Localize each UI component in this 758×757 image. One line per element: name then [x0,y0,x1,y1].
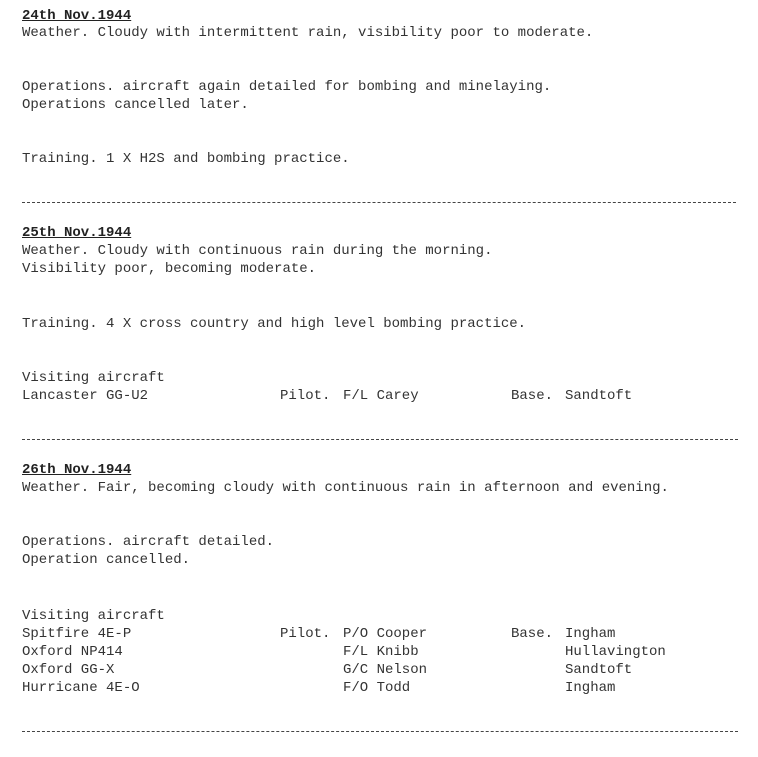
visiting-heading: Visiting aircraft [22,608,165,624]
dashed-divider [22,202,736,203]
visiting-base: Ingham [565,626,616,642]
weather-line: Weather. Fair, becoming cloudy with continuous rain in afternoon and evening. [22,480,669,496]
weather-line: Weather. Cloudy with continuous rain during the morning. [22,243,493,259]
entry-date: 25th Nov.1944 [22,225,132,241]
training-line: Training. 4 X cross country and high level bombing practice. [22,316,527,332]
training-line: Training. 1 X H2S and bombing practice. [22,151,350,167]
visiting-aircraft: Hurricane 4E-O [22,680,140,696]
weather-line: Visibility poor, becoming moderate. [22,261,317,277]
weather-line: Weather. Cloudy with intermittent rain, visibility poor to moderate. [22,25,594,41]
visiting-aircraft: Spitfire 4E-P [22,626,132,642]
operations-line: Operations cancelled later. [22,97,249,113]
operations-line: Operations. aircraft again detailed for bombing and minelaying. [22,79,552,95]
visiting-base: Sandtoft [565,662,633,678]
operations-line: Operations. aircraft detailed. [22,534,275,550]
entry-date: 26th Nov.1944 [22,462,132,478]
visiting-heading: Visiting aircraft [22,370,165,386]
visiting-pilot: P/O Cooper [343,626,428,642]
dashed-divider [22,439,738,440]
visiting-pilot: G/C Nelson [343,662,428,678]
pilot-label: Pilot. [280,388,331,404]
visiting-aircraft: Oxford GG-X [22,662,115,678]
visiting-aircraft: Oxford NP414 [22,644,123,660]
base-label: Base. [511,388,554,404]
visiting-pilot: F/O Todd [343,680,411,696]
visiting-base: Ingham [565,680,616,696]
visiting-base: Hullavington [565,644,666,660]
dashed-divider [22,731,738,732]
visiting-aircraft: Lancaster GG-U2 [22,388,149,404]
visiting-pilot: F/L Knibb [343,644,419,660]
visiting-pilot: F/L Carey [343,388,419,404]
pilot-label: Pilot. [280,626,331,642]
base-label: Base. [511,626,554,642]
operations-line: Operation cancelled. [22,552,191,568]
visiting-base: Sandtoft [565,388,633,404]
entry-date: 24th Nov.1944 [22,8,132,24]
